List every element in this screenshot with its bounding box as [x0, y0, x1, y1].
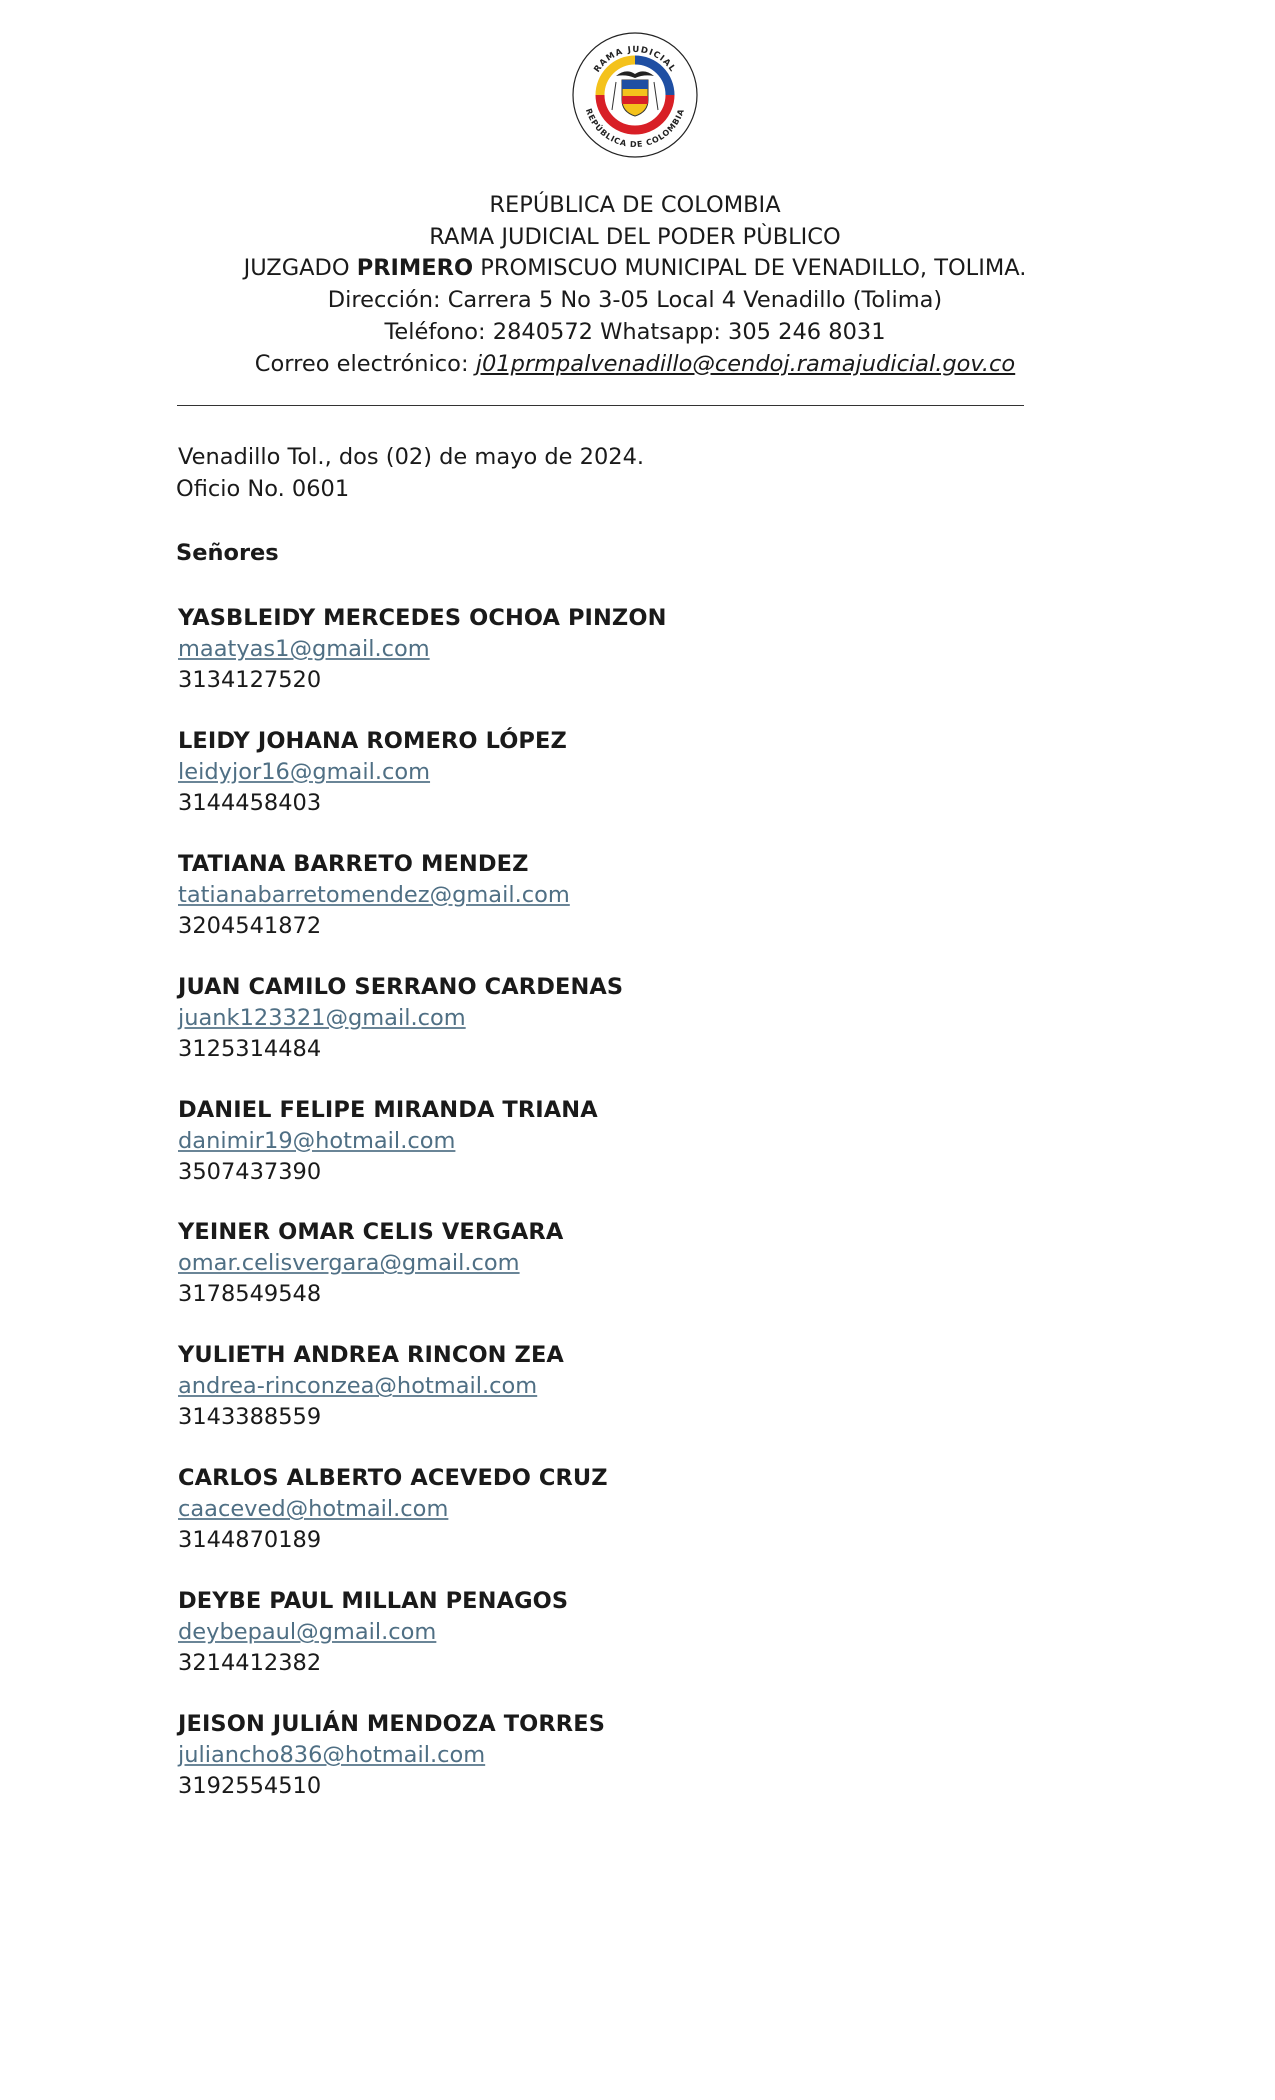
- header-country: REPÚBLICA DE COLOMBIA: [489, 192, 781, 218]
- recipient-phone: 3507437390: [178, 1158, 322, 1185]
- recipient-name: CARLOS ALBERTO ACEVEDO CRUZ: [178, 1465, 608, 1492]
- svg-text:RAMA JUDICIAL: RAMA JUDICIAL: [592, 44, 678, 75]
- recipient-entry: [178, 1095, 1078, 1218]
- email-label: Correo electrónico:: [254, 350, 476, 377]
- header-email-line: [180, 349, 1090, 381]
- court-suffix: PROMISCUO MUNICIPAL DE VENADILLO, TOLIMA.: [473, 255, 1027, 282]
- recipient-entry: [178, 603, 1078, 726]
- recipient-entry: [178, 726, 1078, 849]
- rama-judicial-seal-logo: [570, 30, 700, 160]
- recipient-phone: 3125314484: [178, 1035, 322, 1062]
- recipient-list: [178, 603, 1078, 1832]
- recipient-email-link[interactable]: omar.celisvergara@gmail.com: [178, 1250, 520, 1277]
- recipient-entry: [178, 1709, 1078, 1832]
- recipient-entry: [178, 1340, 1078, 1463]
- header-address: Dirección: Carrera 5 No 3-05 Local 4 Venadillo (Tolima): [327, 287, 943, 314]
- recipient-email-link[interactable]: leidyjor16@gmail.com: [178, 758, 431, 785]
- recipient-name: TATIANA BARRETO MENDEZ: [178, 850, 529, 877]
- letter-date: Venadillo Tol., dos (02) de mayo de 2024.: [178, 444, 645, 470]
- header-divider: [177, 405, 1024, 406]
- letterhead: [180, 190, 1090, 380]
- recipient-email-link[interactable]: tatianabarretomendez@gmail.com: [178, 881, 570, 908]
- court-email-link[interactable]: j01prmpalvenadillo@cendoj.ramajudicial.gov.co: [475, 350, 1016, 377]
- recipient-entry: [178, 1586, 1078, 1709]
- oficio-number: Oficio No. 0601: [176, 476, 350, 502]
- header-court: [180, 253, 1090, 285]
- svg-text:REPÚBLICA DE COLOMBIA: REPÚBLICA DE COLOMBIA: [583, 107, 687, 150]
- court-ordinal: PRIMERO: [356, 255, 474, 282]
- recipient-email-link[interactable]: maatyas1@gmail.com: [178, 636, 430, 662]
- recipient-name: DEYBE PAUL MILLAN PENAGOS: [178, 1588, 569, 1615]
- recipient-entry: [178, 849, 1078, 972]
- recipient-phone: 3204541872: [178, 912, 322, 939]
- recipient-entry: [178, 1463, 1078, 1586]
- recipient-phone: 3192554510: [178, 1773, 322, 1800]
- recipient-phone: 3144870189: [178, 1527, 322, 1554]
- recipient-phone: 3214412382: [178, 1650, 322, 1677]
- recipient-phone: 3178549548: [178, 1281, 322, 1308]
- header-phone: Teléfono: 2840572 Whatsapp: 305 246 8031: [384, 318, 886, 345]
- recipient-name: DANIEL FELIPE MIRANDA TRIANA: [178, 1096, 598, 1123]
- recipient-email-link[interactable]: deybepaul@gmail.com: [178, 1619, 437, 1646]
- header-branch: RAMA JUDICIAL DEL PODER PÙBLICO: [429, 223, 841, 250]
- court-prefix: JUZGADO: [243, 255, 357, 282]
- recipient-entry: [178, 1217, 1078, 1340]
- recipient-email-link[interactable]: danimir19@hotmail.com: [178, 1127, 456, 1154]
- salutation: Señores: [176, 540, 279, 566]
- recipient-entry: [178, 972, 1078, 1095]
- recipient-name: JUAN CAMILO SERRANO CARDENAS: [178, 973, 624, 1000]
- recipient-name: YEINER OMAR CELIS VERGARA: [178, 1219, 564, 1246]
- recipient-email-link[interactable]: andrea-rinconzea@hotmail.com: [178, 1373, 538, 1400]
- recipient-phone: 3143388559: [178, 1404, 322, 1431]
- recipient-phone: 3144458403: [178, 789, 322, 816]
- recipient-name: YASBLEIDY MERCEDES OCHOA PINZON: [178, 605, 667, 631]
- recipient-email-link[interactable]: caaceved@hotmail.com: [178, 1496, 449, 1523]
- recipient-name: LEIDY JOHANA ROMERO LÓPEZ: [178, 727, 567, 754]
- recipient-name: JEISON JULIÁN MENDOZA TORRES: [178, 1711, 605, 1738]
- recipient-name: YULIETH ANDREA RINCON ZEA: [178, 1342, 564, 1369]
- recipient-email-link[interactable]: juliancho836@hotmail.com: [178, 1742, 486, 1769]
- recipient-email-link[interactable]: juank123321@gmail.com: [178, 1004, 466, 1031]
- recipient-phone: 3134127520: [178, 667, 322, 693]
